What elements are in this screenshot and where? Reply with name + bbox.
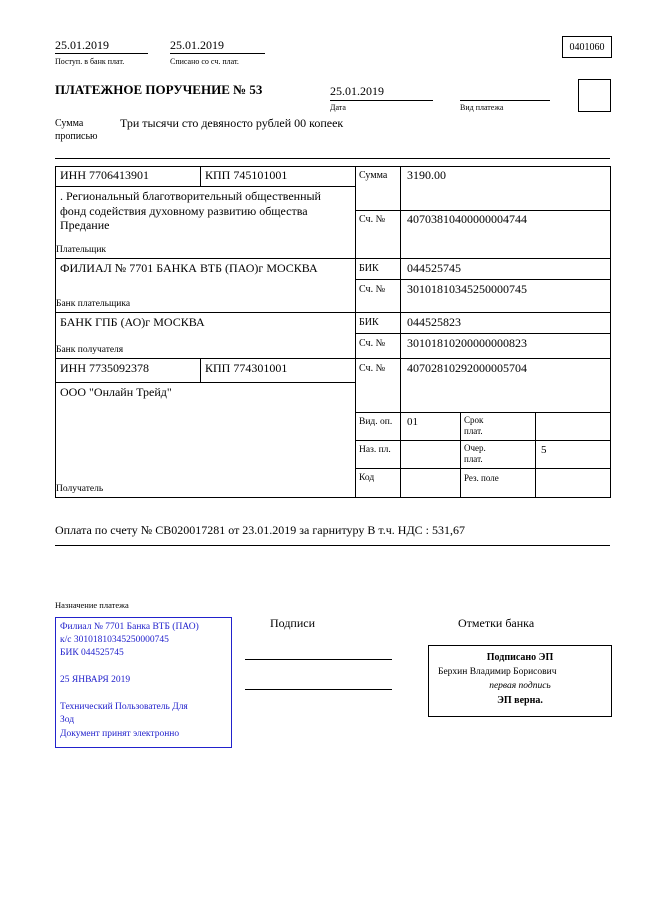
- signer-name: Берхин Владимир Борисович: [438, 667, 557, 677]
- sum-label: Сумма: [359, 170, 388, 181]
- payee-bank-role-label: Банк получателя: [56, 345, 124, 355]
- amount-words-underline: [55, 158, 610, 159]
- payee-bank-account: 30101810200000000823: [407, 336, 527, 350]
- bank-marks-box: [428, 645, 612, 717]
- purpose-underline: [55, 545, 610, 546]
- payer-bank-name: ФИЛИАЛ № 7701 БАНКА ВТБ (ПАО)г МОСКВА: [60, 261, 318, 275]
- debited-date: 25.01.2019: [170, 38, 224, 52]
- stamp-corr-account-line: к/с 30101810345250000745: [60, 635, 169, 645]
- payer-account-label: Сч. №: [359, 214, 386, 225]
- signatures-label: Подписи: [270, 616, 316, 630]
- op-type-value: 01: [407, 416, 418, 428]
- op-row-border: [355, 440, 610, 441]
- payee-account: 40702810292000005704: [407, 361, 527, 375]
- payer-block-border: [55, 258, 610, 259]
- payer-bank-bik-label: БИК: [359, 263, 379, 274]
- table-left-border: [55, 166, 56, 497]
- payee-name: ООО "Онлайн Трейд": [60, 385, 172, 399]
- op-type-label: Вид. оп.: [359, 417, 393, 427]
- term-label: Срок плат.: [464, 415, 484, 436]
- bank-marks-label: Отметки банка: [458, 616, 535, 630]
- payer-name: . Региональный благотворительный общественный фонд содействия духовному развитию общества Предание: [60, 189, 321, 232]
- purpose-label: Назначение платежа: [55, 600, 129, 610]
- document-title: ПЛАТЕЖНОЕ ПОРУЧЕНИЕ № 53: [55, 82, 263, 97]
- sum-value: 3190.00: [407, 168, 446, 182]
- signature-line-2: [245, 689, 392, 690]
- code-row-border: [355, 468, 610, 469]
- sum-cell-border: [355, 210, 610, 211]
- priority-value: 5: [541, 444, 547, 456]
- op-row-top-border: [355, 412, 610, 413]
- table-bottom-border: [55, 497, 611, 498]
- payment-type-box: [578, 79, 611, 112]
- payer-inn-row-border: [55, 186, 355, 187]
- code-label: Код: [359, 473, 375, 483]
- payee-bank-bik: 044525823: [407, 315, 461, 329]
- table-right-border: [610, 166, 611, 497]
- main-column-divider: [355, 166, 356, 497]
- stamp-status-line: Документ принят электронно: [60, 729, 180, 739]
- sub-column-divider-2: [535, 412, 536, 497]
- payee-kpp: КПП 774301001: [205, 361, 288, 375]
- payer-bank-bik: 044525745: [407, 261, 461, 275]
- payee-bank-account-label: Сч. №: [359, 338, 386, 349]
- payee-bank-border: [55, 358, 610, 359]
- received-date: 25.01.2019: [55, 38, 109, 52]
- payee-inn: ИНН 7735092378: [60, 361, 149, 375]
- payer-bank-role-label: Банк плательщика: [56, 299, 131, 309]
- received-label: Поступ. в банк плат.: [55, 57, 125, 66]
- label-value-divider: [400, 166, 401, 497]
- payee-inn-row-border: [55, 382, 355, 383]
- amount-words-value: Три тысячи сто девяносто рублей 00 копеек: [120, 116, 344, 130]
- reserve-field-label: Рез. поле: [464, 473, 499, 483]
- date-label: Дата: [330, 103, 346, 112]
- payee-bank-name: БАНК ГПБ (АО)г МОСКВА: [60, 315, 205, 329]
- debited-date-underline: [170, 53, 265, 54]
- payee-role-label: Получатель: [56, 484, 104, 494]
- amount-words-label-1: Сумма: [55, 118, 84, 129]
- sub-column-divider-1: [460, 412, 461, 497]
- received-date-underline: [55, 53, 148, 54]
- document-date: 25.01.2019: [330, 84, 384, 98]
- table-top-border: [55, 166, 610, 167]
- payer-bank-account: 30101810345250000745: [407, 282, 527, 296]
- stamp-date-line: 25 ЯНВАРЯ 2019: [60, 675, 131, 685]
- priority-label: Очер. плат.: [464, 443, 486, 464]
- payee-bank-bik-border: [355, 333, 610, 334]
- signed-title: Подписано ЭП: [486, 652, 554, 663]
- payer-bank-account-label: Сч. №: [359, 284, 386, 295]
- payer-bank-border: [55, 312, 610, 313]
- purpose-text: Оплата по счету № СВ020017281 от 23.01.2019 за гарнитуру В т.ч. НДС : 531,67: [55, 523, 465, 537]
- stamp-user-line-2: Зод: [60, 715, 75, 725]
- payer-inn-kpp-divider: [200, 166, 201, 186]
- stamp-bik-line: БИК 044525745: [60, 648, 124, 658]
- stamp-user-line-1: Технический Пользователь Для: [60, 702, 188, 712]
- signature-line-1: [245, 659, 392, 660]
- payment-type-label: Вид платежа: [460, 103, 504, 112]
- debited-label: Списано со сч. плат.: [170, 57, 239, 66]
- signature-verified: ЭП верна.: [497, 695, 543, 706]
- purpose-code-label: Наз. пл.: [359, 445, 391, 455]
- payee-account-label: Сч. №: [359, 363, 386, 374]
- payer-kpp: КПП 745101001: [205, 168, 288, 182]
- stamp-bank-line: Филиал № 7701 Банка ВТБ (ПАО): [60, 622, 199, 632]
- payer-bank-bik-border: [355, 279, 610, 280]
- amount-words-label-2: прописью: [55, 131, 98, 142]
- document-date-underline: [330, 100, 433, 101]
- payee-inn-kpp-divider: [200, 358, 201, 382]
- signature-role: первая подпись: [489, 681, 551, 691]
- payer-role-label: Плательщик: [56, 245, 107, 255]
- payer-inn: ИНН 7706413901: [60, 168, 149, 182]
- payment-type-underline: [460, 100, 550, 101]
- bank-stamp-box: [55, 617, 232, 748]
- payer-account: 40703810400000004744: [407, 212, 527, 226]
- form-code: 0401060: [569, 42, 605, 53]
- form-code-box: [562, 36, 612, 58]
- payee-bank-bik-label: БИК: [359, 317, 379, 328]
